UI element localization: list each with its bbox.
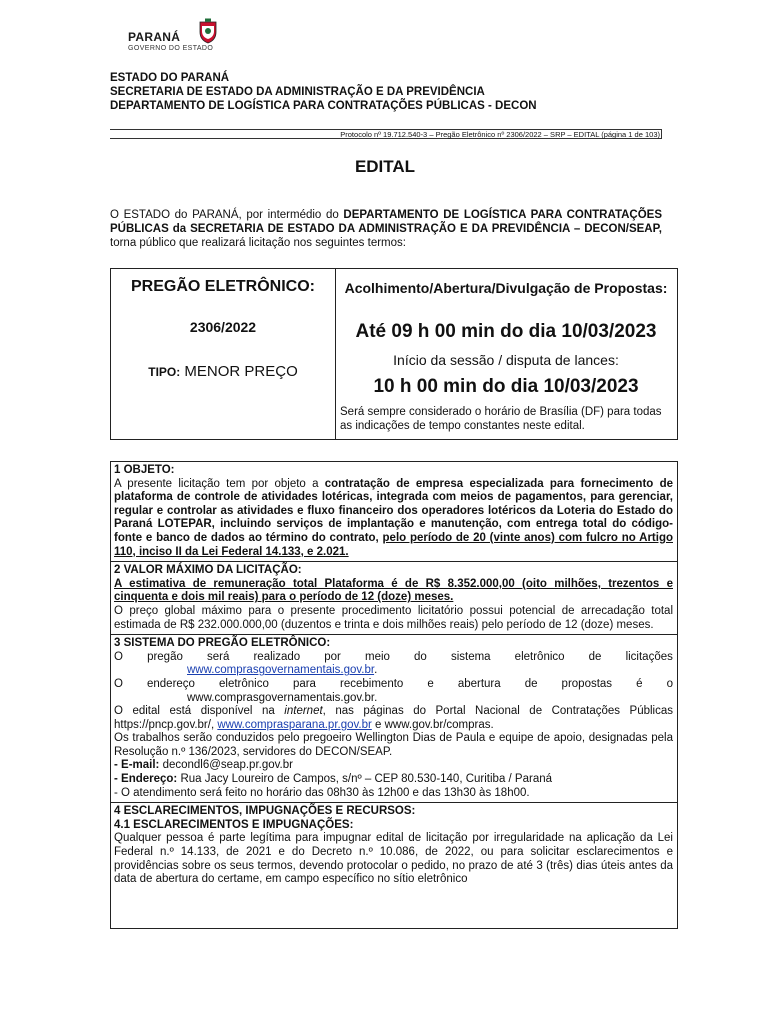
address-line — [114, 773, 673, 787]
address-value: Rua Jacy Loureiro de Campos, s/nº – CEP 80.530-140, Curitiba / Paraná — [177, 773, 553, 786]
word: sistema — [450, 650, 491, 663]
word: pregão — [147, 650, 183, 663]
objeto-text: A presente licitação tem por objeto a — [114, 477, 325, 490]
page-title: EDITAL — [354, 157, 416, 176]
section-sistema — [111, 635, 677, 803]
word: eletrônico — [219, 677, 269, 690]
word: o — [666, 677, 673, 690]
section-body: Qualquer pessoa é parte legítima para impugnar edital de licitação por irregularidade na aplicação da Lei Federal n.º 14.133, de 2021 e do Decreto n.º 10.086, de 2022, ou para solicitar esclarecimentos e providências sobre os seus termos, devendo protocolar o pedido, no prazo de até 3 (três) dias úteis antes da data de abertura do certame, em campo específico no sítio eletrônico — [114, 832, 673, 886]
word: propostas — [561, 677, 613, 690]
section-valor-maximo — [111, 562, 677, 635]
valor-estimate-text: A estimativa de remuneração total Plataforma é de R$ 8.352.000,00 (oito milhões, trezentos e cinquenta e dois mil reais) para o período de 12 (doze) meses. — [114, 577, 673, 604]
address-label: - Endereço: — [114, 773, 178, 786]
section-esclarecimentos — [111, 803, 677, 889]
word: de — [524, 677, 538, 690]
text: e www.gov.br/compras. — [371, 718, 494, 731]
tipo-value: MENOR PREÇO — [180, 363, 298, 380]
document-header — [110, 71, 537, 113]
word: abertura — [457, 677, 501, 690]
pregoeiro-info: Os trabalhos serão conduzidos pelo pregoeiro Wellington Dias de Paula e equipe de apoio, designadas pela Resolução n.º 136/2023, servidores do DECON/SEAP. — [114, 732, 673, 758]
section-title: 1 OBJETO: — [114, 464, 175, 476]
word: e — [427, 677, 434, 690]
comprasparana-link[interactable]: www.comprasparana.pr.gov.br — [217, 718, 372, 731]
service-hours: - O atendimento será feito no horário das 08h30 às 12h00 e das 13h30 às 18h00. — [114, 786, 530, 799]
state-logo — [128, 16, 228, 56]
session-start-date: 10 h 00 min do dia 10/03/2023 — [373, 376, 639, 397]
word: do — [414, 650, 427, 663]
word: O — [114, 677, 123, 690]
logo-subtitle: GOVERNO DO ESTADO — [128, 45, 214, 52]
word: O — [114, 650, 123, 663]
word: por — [324, 650, 341, 663]
intro-text-2: torna público que realizará licitação nos seguintes termos: — [110, 237, 406, 249]
section-objeto — [111, 462, 677, 562]
text: O edital está disponível na — [114, 705, 285, 718]
email-line — [114, 759, 673, 773]
sistema-link-line: www.comprasgovernamentais.gov.br. — [187, 664, 378, 677]
section-title: 2 VALOR MÁXIMO DA LICITAÇÃO: — [114, 564, 302, 577]
timezone-note: Será sempre considerado o horário de Brasília (DF) para todas as indicações de tempo constantes neste edital. — [340, 406, 662, 432]
intro-paragraph — [110, 208, 662, 250]
text-italic: internet — [284, 705, 323, 718]
header-secretariat: SECRETARIA DE ESTADO DA ADMINISTRAÇÃO E DA PREVIDÊNCIA — [110, 86, 485, 98]
word: realizado — [253, 650, 301, 663]
coat-of-arms-icon — [198, 18, 218, 44]
section-subtitle: 4.1 ESCLARECIMENTOS E IMPUGNAÇÕES: — [114, 818, 354, 831]
acolhimento-label: Acolhimento/Abertura/Divulgação de Propostas: — [344, 280, 668, 296]
valor-global: O preço global máximo para o presente procedimento licitatório possui potencial de arrecadação total estimada de R$ 232.000.000,00 (duzentos e trinta e dois milhões reais) pelo período de 12 (doze) meses. — [114, 604, 673, 631]
email-value: decondl6@seap.pr.gov.br — [159, 759, 293, 772]
logo-name: PARANÁ — [128, 30, 181, 44]
protocol-line: Protocolo nº 19.712.540-3 – Pregão Eletrônico nº 2306/2022 – SRP – EDITAL (página 1 de 103) — [110, 129, 662, 139]
sistema-row-2 — [114, 678, 673, 692]
section-title: 4 ESCLARECIMENTOS, IMPUGNAÇÕES E RECURSOS: — [114, 805, 416, 818]
session-start-label: Início da sessão / disputa de lances: — [393, 352, 619, 368]
tipo-line — [111, 363, 335, 380]
sistema-row-1 — [114, 651, 673, 665]
tipo-label: TIPO: — [148, 365, 181, 379]
summary-box — [110, 268, 678, 440]
header-department: DEPARTAMENTO DE LOGÍSTICA PARA CONTRATAÇÕES PÚBLICAS - DECON — [110, 100, 537, 112]
valor-estimate — [114, 578, 673, 605]
pregao-label: PREGÃO ELETRÔNICO: — [130, 278, 315, 295]
sistema-address-line: www.comprasgovernamentais.gov.br. — [187, 691, 378, 704]
objeto-bold: contratação de empresa especializada para fornecimento de plataforma de controle de atividades lotéricas, integrada com meios de pagamentos, para gerenciar, regular e controlar as atividades e fluxo financeiro dos operadores lotéricos da Loteria do Estado do Paraná LOTEPAR, incluindo serviços de implantação e manutenção, com entrega total do código-fonte e banco de dados ao término do contrato, — [114, 477, 673, 544]
word: para — [292, 677, 316, 690]
sections-box — [110, 461, 678, 929]
word: licitações — [625, 650, 673, 663]
text: , nas páginas do Portal Nacional de Contratações Públicas https://pncp.gov.br/, — [114, 705, 673, 731]
header-state: ESTADO DO PARANÁ — [110, 72, 230, 84]
word: será — [206, 650, 230, 663]
word: de — [588, 650, 602, 663]
word: eletrônico — [514, 650, 565, 663]
word: recebimento — [340, 677, 404, 690]
deadline-date: Até 09 h 00 min do dia 10/03/2023 — [355, 321, 657, 342]
pregao-number: 2306/2022 — [189, 319, 257, 335]
intro-text-1: O ESTADO do PARANÁ, por intermédio do — [110, 209, 344, 221]
objeto-underlined: pelo período de 20 (vinte anos) com fulcro no Artigo 110, inciso II da Lei Federal 14.133, e 2.021. — [114, 531, 673, 558]
word: meio — [364, 650, 390, 663]
section-body — [114, 478, 673, 560]
intro-bold: DEPARTAMENTO DE LOGÍSTICA PARA CONTRATAÇÕES PÚBLICAS da SECRETARIA DE ESTADO DA ADMINISTRAÇÃO E DA PREVIDÊNCIA – DECON/SEAP, — [110, 209, 663, 235]
section-title: 3 SISTEMA DO PREGÃO ELETRÔNICO: — [114, 637, 331, 650]
word: endereço — [147, 677, 195, 690]
word: é — [636, 677, 643, 690]
email-label: - E-mail: — [114, 759, 160, 772]
edital-availability — [114, 705, 673, 732]
comprasgovernamentais-link[interactable]: www.comprasgovernamentais.gov.br — [187, 664, 375, 677]
